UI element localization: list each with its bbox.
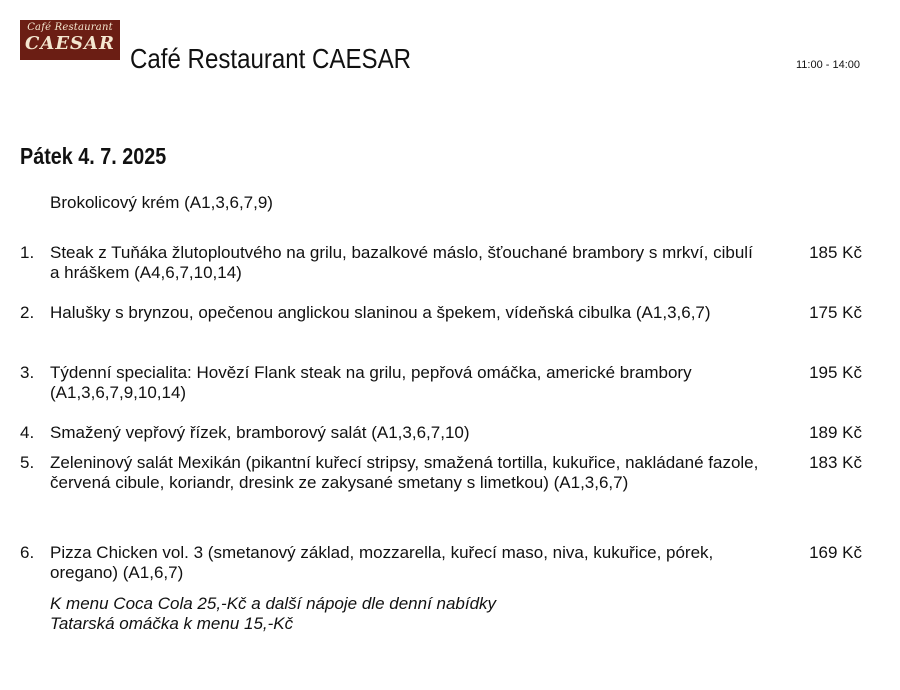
menu-item-number: 1. [20,243,35,262]
menu-item-number: 4. [20,423,35,442]
menu-item-number: 5. [20,453,35,472]
menu-item-price: 189 Kč [809,423,862,442]
menu-item-name: Smažený vepřový řízek, bramborový salát (A1,3,6,7,10) [50,423,470,442]
menu-item-price: 185 Kč [809,243,862,262]
menu-item-name: Týdenní specialita: Hovězí Flank steak na grilu, pepřová omáčka, americké brambory (A1,3,6,7,9,10,14) [50,363,692,402]
menu-item-price: 169 Kč [809,543,862,562]
menu-date: Pátek 4. 7. 2025 [20,143,167,169]
menu-item-name: Halušky s brynzou, opečenou anglickou slaninou a špekem, vídeňská cibulka (A1,3,6,7) [50,303,711,322]
menu-item-name: Steak z Tuňáka žlutoploutvého na grilu, bazalkové máslo, šťouchané brambory s mrkví, cibulí a hráškem (A4,6,7,10,14) [50,243,753,282]
restaurant-logo [20,20,120,60]
menu-item-price: 195 Kč [809,363,862,382]
menu-item-name: Pizza Chicken vol. 3 (smetanový základ, mozzarella, kuřecí maso, niva, kukuřice, pórek, oregano) (A1,6,7) [50,543,714,582]
menu-item-number: 3. [20,363,35,382]
logo-subtitle: Café Restaurant [27,22,113,33]
drinks-note: K menu Coca Cola 25,-Kč a další nápoje dle denní nabídky [50,594,497,613]
menu-item-number: 6. [20,543,35,562]
menu-item-price: 175 Kč [809,303,862,322]
logo-wordmark: CAESAR [25,33,115,54]
menu-item-price: 183 Kč [809,453,862,472]
menu-item-number: 2. [20,303,35,322]
menu-item-name: Zeleninový salát Mexikán (pikantní kuřecí stripsy, smažená tortilla, kukuřice, nakládané fazole, červená cibule, koriandr, dresink ze zakysané smetany s limetkou) (A1,3,6,7) [50,453,759,492]
sauce-note: Tatarská omáčka k menu 15,-Kč [50,614,294,633]
opening-hours: 11:00 - 14:00 [795,59,860,71]
soup-of-the-day: Brokolicový krém (A1,3,6,7,9) [50,193,273,212]
page-title: Café Restaurant CAESAR [130,43,412,74]
